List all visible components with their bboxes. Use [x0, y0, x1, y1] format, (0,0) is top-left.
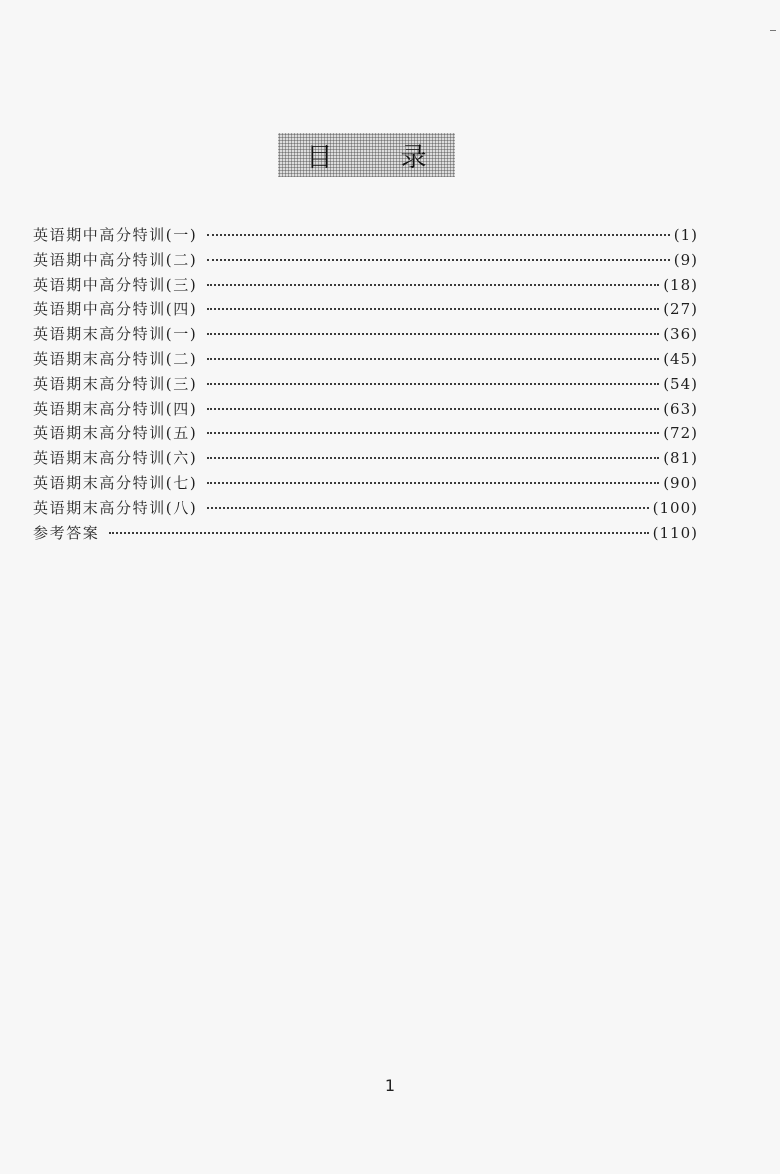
toc-entry-title: 英语期中高分特训(一): [33, 226, 198, 244]
dot-leader: [207, 283, 659, 286]
toc-entry[interactable]: [33, 297, 698, 322]
toc-entry[interactable]: [33, 273, 698, 298]
toc-entry-title: 英语期末高分特训(五): [33, 424, 198, 443]
toc-entry-title: 英语期末高分特训(一): [33, 325, 198, 344]
toc-entry-page: (27): [663, 300, 698, 319]
table-of-contents: [33, 223, 698, 545]
toc-entry[interactable]: [33, 223, 698, 248]
toc-entry-title: 英语期中高分特训(三): [33, 275, 198, 294]
toc-entry-page: (1): [673, 226, 698, 244]
toc-entry-page: (81): [663, 449, 698, 468]
toc-entry[interactable]: [33, 496, 698, 521]
toc-entry-title: 英语期中高分特训(二): [33, 250, 198, 269]
dot-leader: [207, 382, 659, 385]
toc-entry[interactable]: [33, 248, 698, 273]
page-number: 1: [384, 1076, 396, 1095]
toc-entry-title: 英语期中高分特训(四): [33, 300, 198, 319]
dot-leader: [207, 307, 659, 310]
dot-leader: [207, 506, 648, 509]
dot-leader: [207, 431, 659, 434]
toc-entry[interactable]: [33, 347, 698, 372]
toc-entry-title: 英语期末高分特训(七): [33, 473, 198, 492]
scan-mark: [770, 30, 776, 31]
toc-entry-title: 参考答案: [33, 523, 100, 542]
toc-entry-title: 英语期末高分特训(四): [33, 399, 198, 418]
toc-entry-page: (110): [652, 523, 698, 542]
toc-entry[interactable]: [33, 446, 698, 471]
dot-leader: [207, 332, 659, 335]
heading-box: [278, 133, 455, 177]
dot-leader: [207, 258, 669, 261]
toc-entry-page: (18): [663, 275, 698, 294]
toc-entry-title: 英语期末高分特训(八): [33, 498, 198, 517]
toc-entry[interactable]: [33, 421, 698, 446]
toc-entry[interactable]: [33, 397, 698, 422]
toc-entry[interactable]: [33, 471, 698, 496]
toc-entry-title: 英语期末高分特训(六): [33, 449, 198, 468]
dot-leader: [207, 407, 659, 410]
toc-entry-page: (90): [663, 473, 698, 492]
dot-leader: [207, 456, 659, 459]
toc-entry-title: 英语期末高分特训(三): [33, 374, 198, 393]
dot-leader: [207, 481, 659, 484]
toc-entry-page: (100): [652, 498, 698, 517]
toc-entry[interactable]: [33, 372, 698, 397]
toc-entry-title: 英语期末高分特训(二): [33, 349, 198, 368]
toc-entry-page: (45): [663, 349, 698, 368]
dot-leader: [207, 233, 669, 236]
toc-entry-page: (72): [663, 424, 698, 443]
dot-leader: [109, 531, 648, 534]
toc-entry-page: (9): [673, 250, 698, 269]
dot-leader: [207, 357, 659, 360]
toc-entry[interactable]: [33, 322, 698, 347]
toc-entry-page: (36): [663, 325, 698, 344]
toc-entry-answers[interactable]: [33, 521, 698, 546]
toc-entry-page: (63): [663, 399, 698, 418]
page-title: 目 录: [306, 142, 457, 173]
toc-entry-page: (54): [663, 374, 698, 393]
